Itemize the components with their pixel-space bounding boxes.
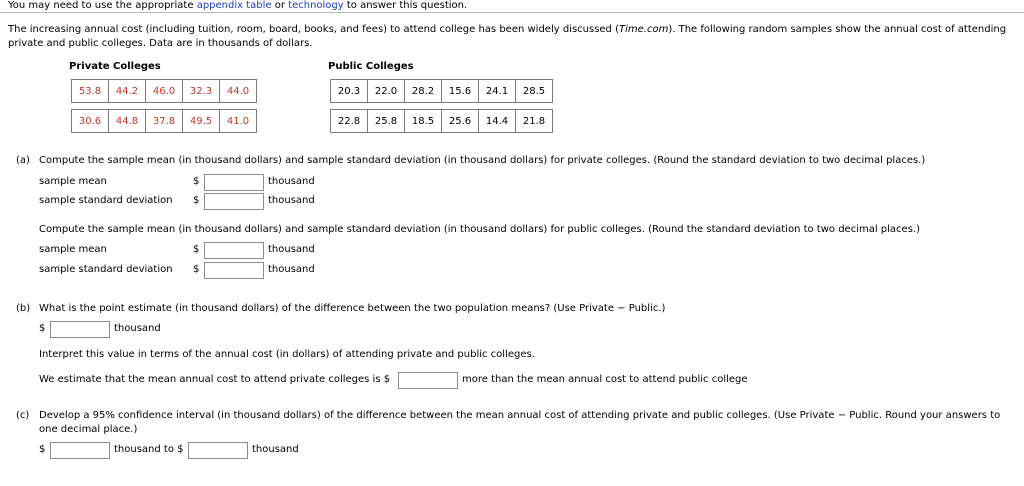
part-a-question: Compute the sample mean (in thousand dollars) and sample standard deviation (in thousand dollars) for private colleges. (Round the standard deviation to two decimal places.) [39, 155, 926, 166]
private-sd-label: sample standard deviation [39, 195, 173, 206]
table-cell: 53.8 [72, 80, 109, 103]
table-cell: 32.3 [183, 80, 220, 103]
table-cell: 28.2 [405, 80, 442, 103]
table-cell: 20.3 [331, 80, 368, 103]
table-cell: 44.8 [109, 110, 146, 133]
table-cell: 22.8 [331, 110, 368, 133]
table-cell: 46.0 [146, 80, 183, 103]
header-divider [0, 12, 1024, 13]
part-c-question-line-1: Develop a 95% confidence interval (in thousand dollars) of the difference between the mean annual cost of attending private and public colleges. (Use Private − Public. Round your answers to [39, 410, 1001, 421]
table-row [72, 80, 257, 103]
unit-label: thousand [114, 323, 161, 334]
table-cell: 21.8 [516, 110, 553, 133]
table-cell: 22.0 [368, 80, 405, 103]
part-c-question-line-2: one decimal place.) [39, 424, 138, 435]
technology-link[interactable]: technology [288, 0, 344, 11]
instruction-line: You may need to use the appropriate appendix table or technology to answer this question. [8, 0, 468, 11]
table-cell: 37.8 [146, 110, 183, 133]
intro-line-1: The increasing annual cost (including tuition, room, board, books, and fees) to attend college has been widely discussed (Time.com). The following random samples show the annual cost of attending [8, 24, 1007, 35]
estimate-sentence-start: We estimate that the mean annual cost to attend private colleges is $ [39, 374, 391, 385]
table-cell: 44.0 [220, 80, 257, 103]
unit-label: thousand [268, 264, 315, 275]
dollar-sign: $ [193, 244, 200, 255]
part-b-question: What is the point estimate (in thousand dollars) of the difference between the two population means? (Use Private − Public.) [39, 303, 666, 314]
table-cell: 25.8 [368, 110, 405, 133]
intro-line-2: private and public colleges. Data are in thousands of dollars. [8, 38, 313, 49]
table-cell: 30.6 [72, 110, 109, 133]
private-mean-input[interactable] [204, 174, 264, 191]
source-citation: Time.com [619, 24, 669, 35]
ci-upper-input[interactable] [188, 442, 248, 459]
part-a-label: (a) [16, 155, 30, 166]
table-cell: 49.5 [183, 110, 220, 133]
dollar-sign: $ [39, 323, 46, 334]
table-cell: 15.6 [442, 80, 479, 103]
table-cell: 25.6 [442, 110, 479, 133]
part-b-label: (b) [16, 303, 31, 314]
to-text: thousand to $ [114, 444, 184, 455]
part-c-label: (c) [16, 410, 30, 421]
unit-label: thousand [268, 176, 315, 187]
public-mean-input[interactable] [204, 242, 264, 259]
dollar-sign: $ [193, 195, 200, 206]
dollar-sign: $ [39, 444, 46, 455]
table-cell: 28.5 [516, 80, 553, 103]
unit-label: thousand [252, 444, 299, 455]
interpret-prompt: Interpret this value in terms of the annual cost (in dollars) of attending private and public colleges. [39, 349, 535, 360]
private-colleges-table [71, 79, 257, 133]
table-row [331, 80, 553, 103]
private-mean-label: sample mean [39, 176, 107, 187]
interpret-value-input[interactable] [398, 372, 458, 389]
public-sd-input[interactable] [204, 262, 264, 279]
ci-lower-input[interactable] [50, 442, 110, 459]
table-row [331, 110, 553, 133]
part-a-question-public: Compute the sample mean (in thousand dollars) and sample standard deviation (in thousand dollars) for public colleges. (Round the standard deviation to two decimal places.) [39, 224, 920, 235]
dollar-sign: $ [193, 176, 200, 187]
dollar-sign: $ [193, 264, 200, 275]
public-sd-label: sample standard deviation [39, 264, 173, 275]
private-colleges-title: Private Colleges [69, 61, 161, 72]
table-cell: 24.1 [479, 80, 516, 103]
unit-label: thousand [268, 244, 315, 255]
estimate-sentence-end: more than the mean annual cost to attend public college [462, 374, 748, 385]
table-cell: 44.2 [109, 80, 146, 103]
table-cell: 41.0 [220, 110, 257, 133]
point-estimate-input[interactable] [50, 321, 110, 338]
public-colleges-table [330, 79, 553, 133]
public-mean-label: sample mean [39, 244, 107, 255]
unit-label: thousand [268, 195, 315, 206]
private-sd-input[interactable] [204, 193, 264, 210]
table-cell: 18.5 [405, 110, 442, 133]
table-cell: 14.4 [479, 110, 516, 133]
table-row [72, 110, 257, 133]
public-colleges-title: Public Colleges [328, 61, 414, 72]
appendix-table-link[interactable]: appendix table [196, 0, 272, 11]
